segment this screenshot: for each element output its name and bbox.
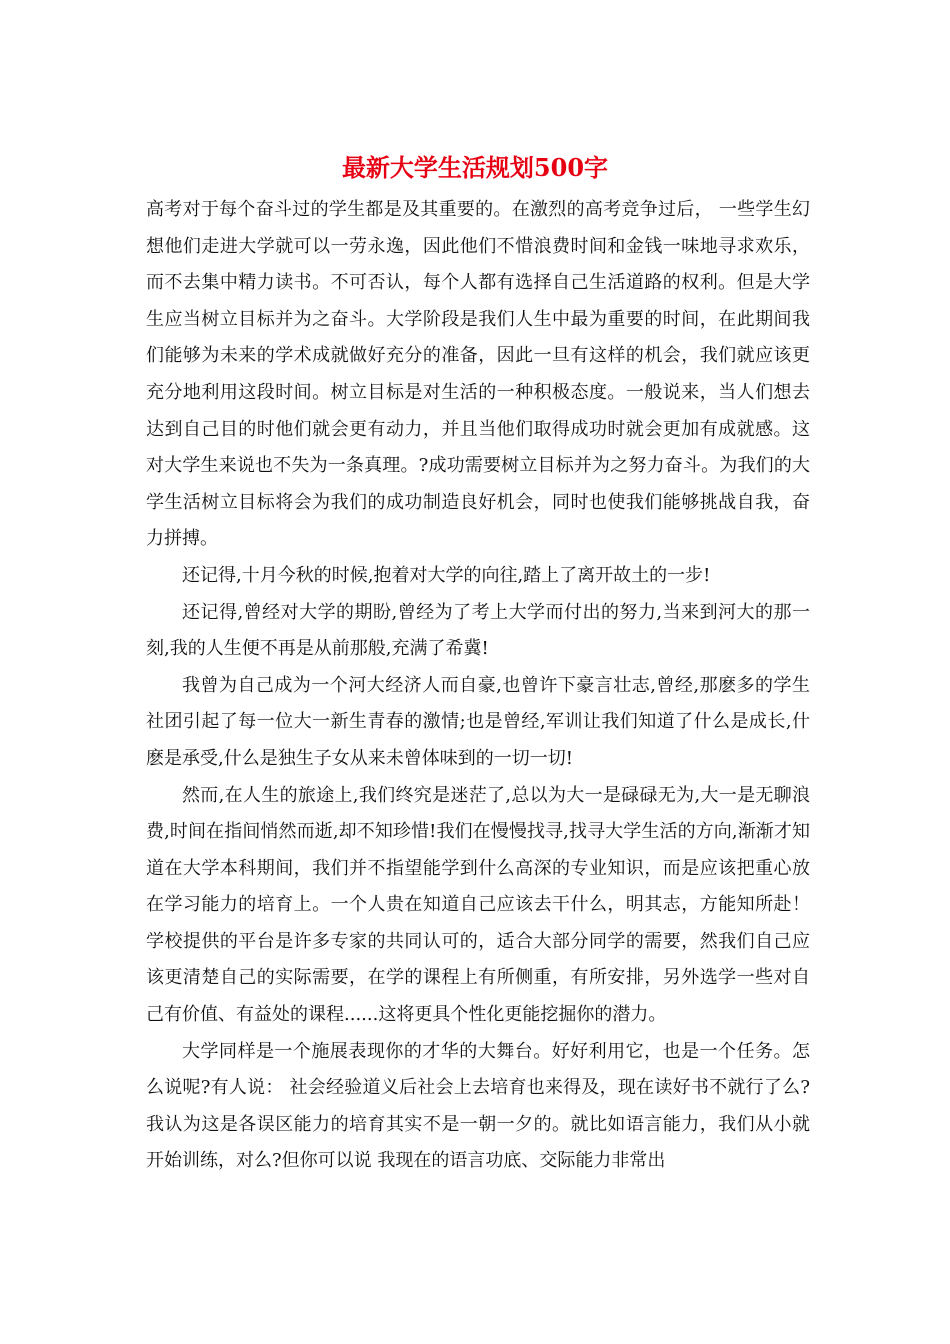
document-body bbox=[146, 192, 810, 1180]
paragraph: 我曾为自己成为一个河大经济人而自豪,也曾许下豪言壮志,曾经,那麽多的学生社团引起了每一位大一新生青春的激情;也是曾经,军训让我们知道了什么是成长,什麽是承受,什么是独生子女从来未曾体味到的一切一切! bbox=[146, 674, 810, 769]
paragraph: 大学同样是一个施展表现你的才华的大舞台。好好利用它，也是一个任务。怎么说呢?有人说： 社会经验道义后社会上去培育也来得及，现在读好书不就行了么? 我认为这是各误区能力的培育其实不是一朝一夕的。就比如语言能力，我们从小就开始训练，对么?但你可以说 我现在的语言功底、交际能力非常出 bbox=[146, 1040, 810, 1172]
paragraph-intro: 高考对于每个奋斗过的学生都是及其重要的。在激烈的高考竞争过后， 一些学生幻想他们走进大学就可以一劳永逸，因此他们不惜浪费时间和金钱一味地寻求欢乐，而不去集中精力读书。不可否认，每个人都有选择自己生活道路的权利。但是大学生应当树立目标并为之奋斗。大学阶段是我们人生中最为重要的时间，在此期间我们能够为未来的学术成就做好充分的准备，因此一旦有这样的机会，我们就应该更充分地利用这段时间。树立目标是对生活的一种积极态度。一般说来，当人们想去达到自己目的时他们就会更有动力，并且当他们取得成功时就会更加有成就感。这对大学生来说也不失为一条真理。?成功需要树立目标并为之努力奋斗。为我们的大学生活树立目标将会为我们的成功制造良好机会，同时也使我们能够挑战自我，奋力拼搏。 bbox=[146, 199, 810, 550]
paragraph: 还记得,曾经对大学的期盼,曾经为了考上大学而付出的努力,当来到河大的那一刻,我的人生便不再是从前那般,充满了希冀! bbox=[146, 601, 810, 660]
document-title: 最新大学生活规划500字 bbox=[341, 153, 609, 182]
paragraph: 然而,在人生的旅途上,我们终究是迷茫了,总以为大一是碌碌无为,大一是无聊浪费,时间在指间悄然而逝,却不知珍惜!我们在慢慢找寻,找寻大学生活的方向,渐渐才知道在大学本科期间，我们并不指望能学到什么高深的专业知识，而是应该把重心放在学习能力的培育上。一个人贵在知道自己应该去干什么，明其志，方能知所赴！学校提供的平台是许多专家的共同认可的，适合大部分同学的需要，然我们自己应该更清楚自己的实际需要，在学的课程上有所侧重，有所安排，另外选学一些对自己有价值、有益处的课程......这将更具个性化更能挖掘你的潜力。 bbox=[146, 784, 810, 1026]
paragraph: 还记得,十月今秋的时候,抱着对大学的向往,踏上了离开故土的一步! bbox=[182, 564, 711, 586]
